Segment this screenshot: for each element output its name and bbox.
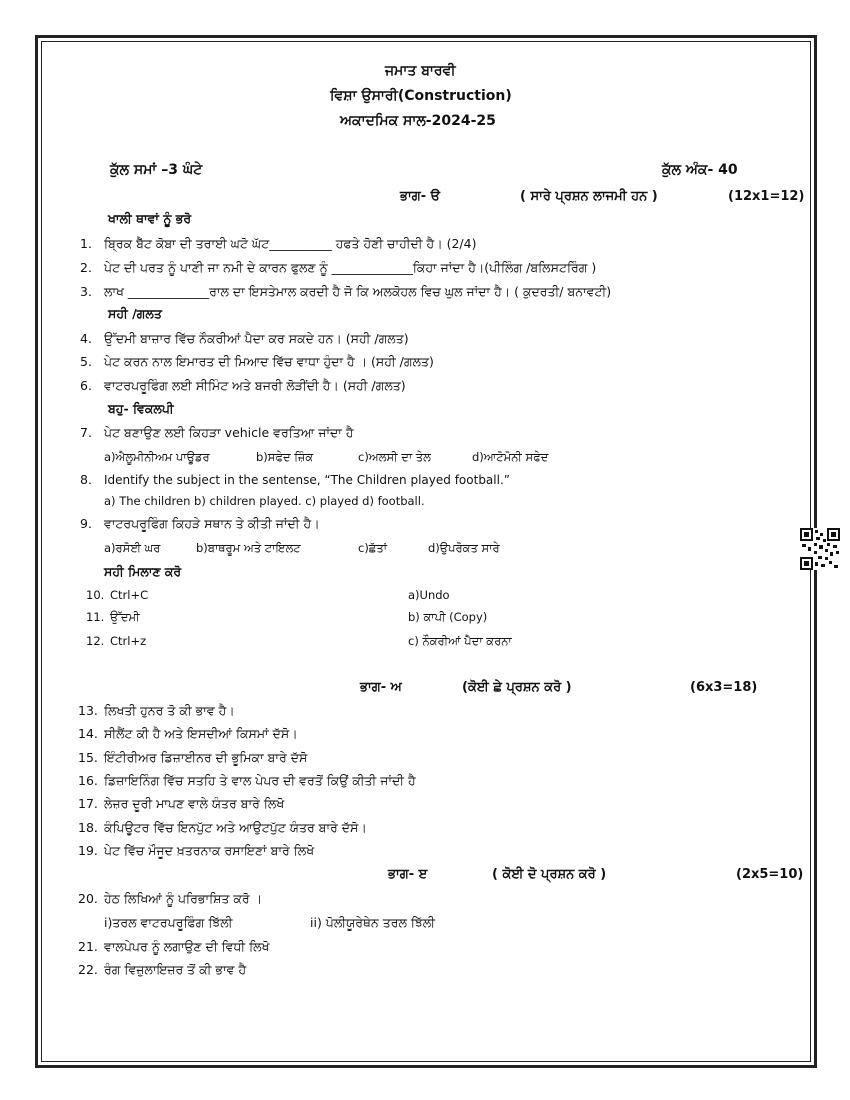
question-text: ਕੰਪਿਊਟਰ ਵਿੱਚ ਇਨਪੁੱਟ ਅਤੇ ਆਉਟਪੁੱਟ ਯੰਤਰ ਬਾਰੇ ਦੱਸੋ। (104, 820, 367, 835)
question-number: 22. (78, 962, 98, 977)
total-time: ਕੁੱਲ ਸਮਾਂ –3 ਘੰਟੇ (110, 162, 203, 178)
question-number: 17. (78, 796, 98, 811)
question-text: ਪੇਟ ਬਣਾਉਣ ਲਈ ਕਿਹੜਾ vehicle ਵਰਤਿਆ ਜਾਂਦਾ ਹੈ (104, 425, 354, 440)
question-number: 21. (78, 939, 98, 954)
question-number: 9. (80, 516, 92, 531)
total-marks: ਕੁੱਲ ਅੰਕ- 40 (662, 162, 738, 178)
option-c: c)ਅਲਸੀ ਦਾ ਤੇਲ (358, 450, 431, 464)
question-number: 11. (86, 610, 105, 624)
true-false-heading: ਸਹੀ /ਗਲਤ (108, 306, 162, 321)
question-number: 19. (78, 843, 98, 858)
question-number: 6. (80, 378, 92, 393)
question-number: 18. (78, 820, 98, 835)
question-text: ਉੱਦਮੀ (110, 610, 140, 624)
part-b-marks: (6x3=18) (690, 680, 758, 695)
match-answer: b) ਕਾਪੀ (Copy) (408, 610, 488, 624)
question-text: ਲੇਜ਼ਰ ਦੂਰੀ ਮਾਪਣ ਵਾਲੇ ਯੰਤਰ ਬਾਰੇ ਲਿਖੋ (104, 796, 285, 811)
question-number: 2. (80, 260, 92, 275)
option-a: a)ਐਲੂਮੀਨੀਅਮ ਪਾਊਡਰ (104, 450, 210, 464)
question-text: ਉੱਦਮੀ ਬਾਜ਼ਾਰ ਵਿੱਚ ਨੌਕਰੀਆਂ ਪੈਦਾ ਕਰ ਸਕਦੇ ਹਨ। (ਸਹੀ /ਗਲਤ) (104, 331, 409, 346)
question-number: 20. (78, 891, 98, 906)
question-text: ਪੇਟ ਵਿੱਚ ਮੌਜੂਦ ਖ਼ਤਰਨਾਕ ਰਸਾਇਣਾਂ ਬਾਰੇ ਲਿਖੋ (104, 843, 315, 858)
question-text: ਹੇਠ ਲਿਖਿਆਂ ਨੂੰ ਪਰਿਭਾਸ਼ਿਤ ਕਰੋ । (104, 891, 263, 906)
question-text: ਵਾਲਪੇਪਰ ਨੂੰ ਲਗਾਉਣ ਦੀ ਵਿਧੀ ਲਿਖੋ (104, 939, 270, 954)
question-number: 7. (80, 425, 92, 440)
option-d: d)ਆਟੋਮੋਨੀ ਸਫੇਦ (472, 450, 549, 464)
part-a-marks: (12x1=12) (728, 189, 805, 204)
question-text: ਵਾਟਰਪਰੂਫਿੰਗ ਕਿਹੜੇ ਸਥਾਨ ਤੇ ਕੀਤੀ ਜਾਂਦੀ ਹੈ। (104, 516, 320, 531)
question-number: 15. (78, 750, 98, 765)
part-c-title: ਭਾਗ- ੲ (388, 867, 428, 882)
question-number: 16. (78, 773, 98, 788)
question-text: ਇੰਟੀਰੀਅਰ ਡਿਜ਼ਾਈਨਰ ਦੀ ਭੂਮਿਕਾ ਬਾਰੇ ਦੱਸੋ (104, 750, 308, 765)
option-a: a)ਰਸੋਈ ਘਰ (104, 541, 161, 555)
mcq-heading: ਬਹੁ- ਵਿਕਲਪੀ (108, 401, 174, 416)
subject-title: ਵਿਸ਼ਾ ਉਸਾਰੀ(Construction) (330, 88, 512, 104)
question-number: 13. (78, 703, 98, 718)
option-c: c)ਛੱਤਾਂ (358, 541, 387, 555)
question-text: ਪੇਟ ਦੀ ਪਰਤ ਨੂੰ ਪਾਣੀ ਜਾ ਨਮੀ ਦੇ ਕਾਰਨ ਫੁਲਣ ਨੂੰ _____________ਕਿਹਾ ਜਾਂਦਾ ਹੈ।(ਪੀਲਿੰਗ /ਬਲਿਸਟਰਿੰਗ ) (104, 260, 597, 275)
question-number: 5. (80, 354, 92, 369)
question-text: ਡਿਜ਼ਾਇਨਿੰਗ ਵਿੱਚ ਸਤਹਿ ਤੇ ਵਾਲ ਪੇਪਰ ਦੀ ਵਰਤੋਂ ਕਿਉਂ ਕੀਤੀ ਜਾਂਦੀ ਹੈ (104, 773, 416, 788)
question-number: 4. (80, 331, 92, 346)
question-options: a) The children b) children played. c) played d) football. (104, 494, 425, 508)
part-a-instruction: ( ਸਾਰੇ ਪ੍ਰਸ਼ਨ ਲਾਜਮੀ ਹਨ ) (520, 189, 658, 204)
question-number: 1. (80, 236, 92, 251)
question-number: 14. (78, 726, 98, 741)
question-text: ਲਾਖ _____________ਰਾਲ ਦਾ ਇਸਤੇਮਾਲ ਕਰਦੀ ਹੈ ਜੋ ਕਿ ਅਲਕੋਹਲ ਵਿਚ ਘੁਲ ਜਾਂਦਾ ਹੈ। ( ਕੁਦਰਤੀ/ ਬਨਾਵਟੀ) (104, 284, 612, 299)
option-d: d)ਉਪਰੋਕਤ ਸਾਰੇ (428, 541, 500, 555)
match-answer: a)Undo (408, 588, 450, 602)
qr-code-icon (800, 528, 840, 570)
fill-blanks-heading: ਖਾਲੀ ਥਾਵਾਂ ਨੂੰ ਭਰੋ (108, 211, 192, 226)
class-title: ਜਮਾਤ ਬਾਰਵੀ (385, 63, 456, 79)
sub-question-ii: ii) ਪੋਲੀਯੂਰੇਥੇਨ ਤਰਲ ਝਿੱਲੀ (310, 915, 435, 930)
part-b-instruction: (ਕੋਈ ਛੇ ਪ੍ਰਸ਼ਨ ਕਰੋ ) (462, 680, 572, 695)
question-number: 3. (80, 284, 92, 299)
match-heading: ਸਹੀ ਮਿਲਾਣ ਕਰੋ (104, 564, 182, 579)
option-b: b)ਸਫੇਦ ਜ਼ਿੰਕ (256, 450, 314, 464)
part-b-title: ਭਾਗ- ਅ (360, 680, 402, 695)
question-text: Ctrl+C (110, 588, 149, 602)
part-a-title: ਭਾਗ- ੳ (400, 189, 441, 204)
part-c-instruction: ( ਕੋਈ ਦੋ ਪ੍ਰਸ਼ਨ ਕਰੋ ) (492, 867, 607, 882)
question-number: 8. (80, 472, 92, 487)
session-title: ਅਕਾਦਮਿਕ ਸਾਲ-2024-25 (340, 113, 496, 129)
question-text: ਸੀਲੈਂਟ ਕੀ ਹੈ ਅਤੇ ਇਸਦੀਆਂ ਕਿਸਮਾਂ ਦੱਸੋ। (104, 726, 298, 741)
question-number: 10. (86, 588, 105, 602)
match-answer: c) ਨੌਕਰੀਆਂ ਪੈਦਾ ਕਰਨਾ (408, 634, 512, 648)
question-text: Identify the subject in the sentense, “The Children played football.” (104, 473, 510, 487)
sub-question-i: i)ਤਰਲ ਵਾਟਰਪਰੂਫਿੰਗ ਝਿੱਲੀ (104, 915, 233, 930)
question-text: ਲਿਖਤੀ ਹੁਨਰ ਤੋ ਕੀ ਭਾਵ ਹੈ। (104, 703, 235, 718)
question-text: ਬ੍ਰਿਕ ਬੈੱਟ ਕੋਬਾ ਦੀ ਤਰਾਈ ਘਟੋ ਘੱਟ__________ ਹਫਤੇ ਹੋਣੀ ਚਾਹੀਦੀ ਹੈ। (2/4) (104, 236, 477, 251)
question-text: Ctrl+z (110, 634, 147, 648)
question-text: ਵਾਟਰਪਰੂਫਿੰਗ ਲਈ ਸੀਮਿੰਟ ਅਤੇ ਬਜਰੀ ਲੋੜੀਂਦੀ ਹੈ। (ਸਹੀ /ਗਲਤ) (104, 378, 406, 393)
question-number: 12. (86, 634, 105, 648)
question-text: ਰੰਗ ਵਿਜ਼ੁਲਾਇਜ਼ਰ ਤੋਂ ਕੀ ਭਾਵ ਹੈ (104, 962, 247, 977)
question-text: ਪੇਟ ਕਰਨ ਨਾਲ ਇਮਾਰਤ ਦੀ ਮਿਆਦ ਵਿੱਚ ਵਾਧਾ ਹੁੰਦਾ ਹੈ । (ਸਹੀ /ਗਲਤ) (104, 354, 434, 369)
part-c-marks: (2x5=10) (736, 867, 804, 882)
option-b: b)ਬਾਥਰੂਮ ਅਤੇ ਟਾਇਲਟ (196, 541, 301, 555)
